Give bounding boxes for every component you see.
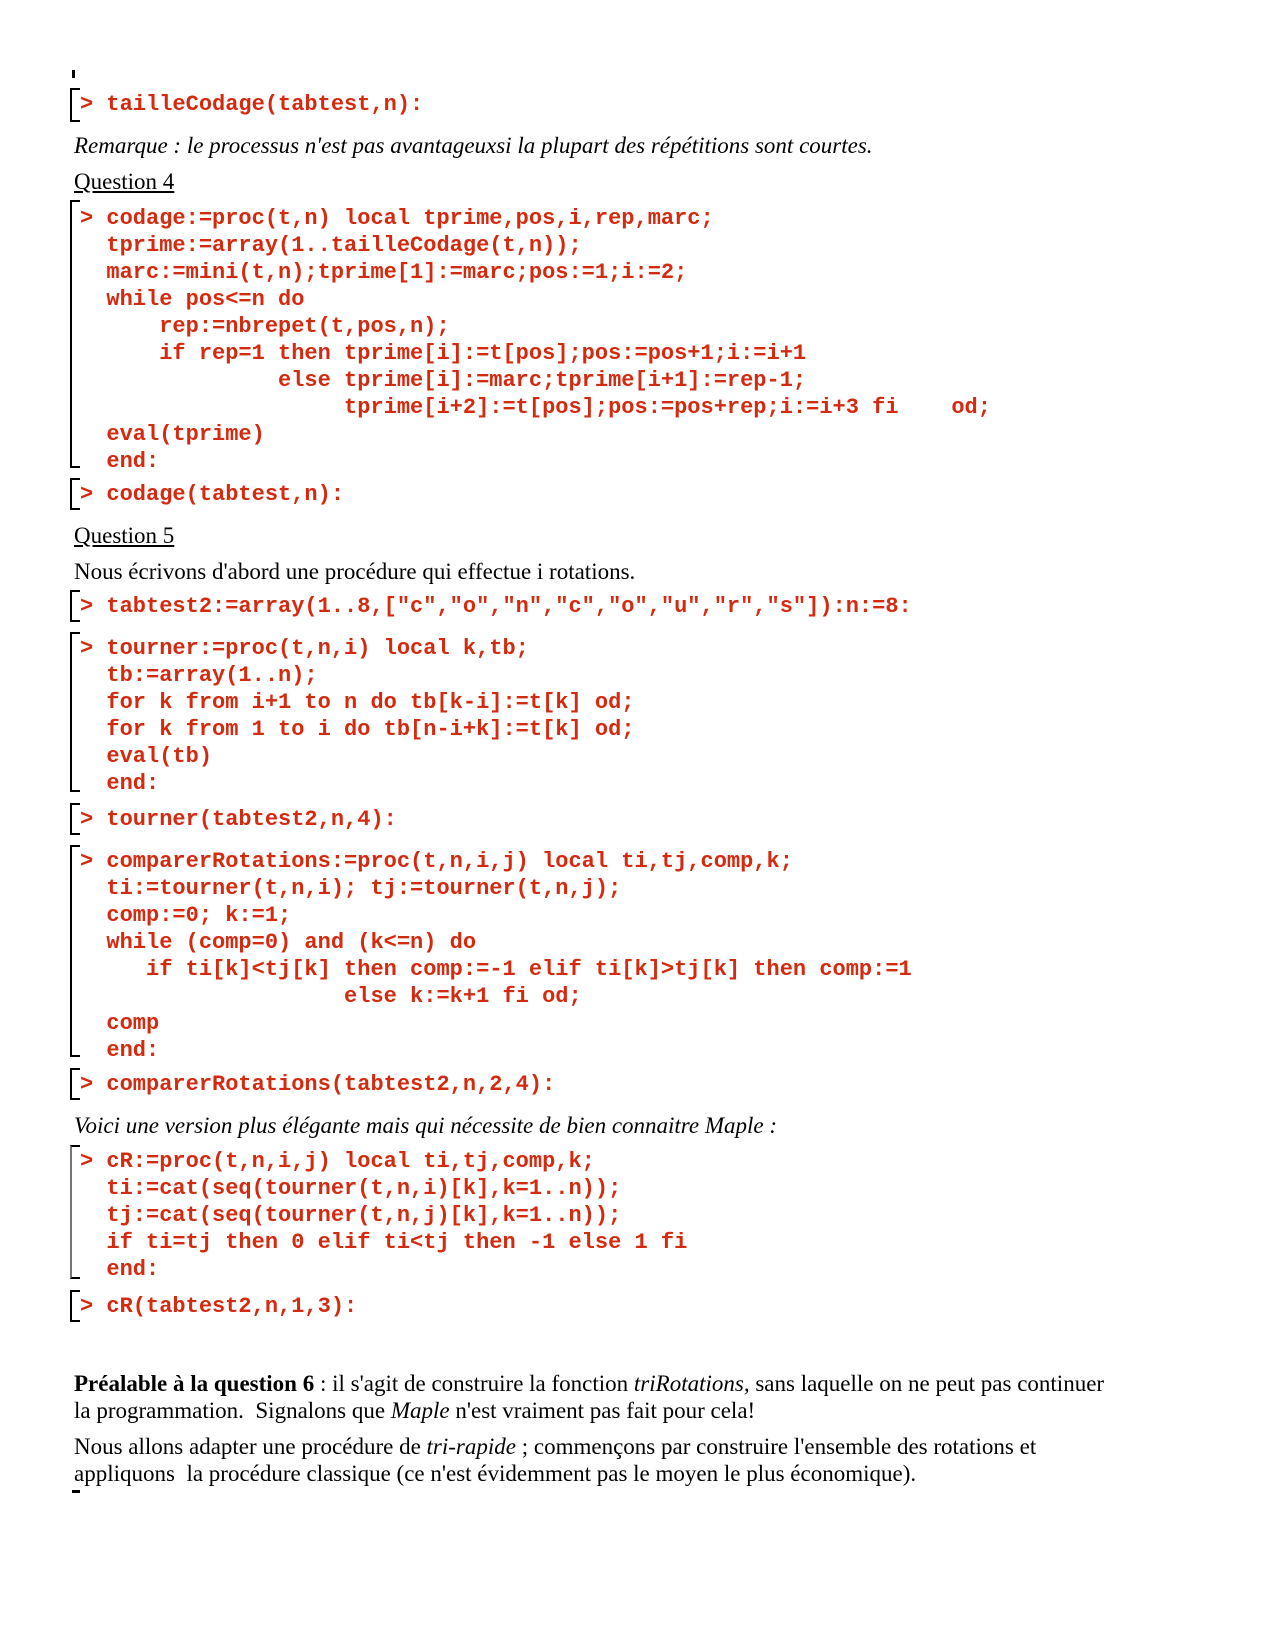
- prealable-line-1: [74, 1370, 1104, 1397]
- question-4-heading: Question 4: [74, 169, 175, 194]
- execution-group-bracket: [70, 632, 80, 792]
- maple-code-taillecodage-call[interactable]: > tailleCodage(tabtest,n):: [80, 92, 424, 117]
- page-bottom-marker: [72, 1490, 80, 1493]
- maple-code-comparerrotations-proc[interactable]: > comparerRotations:=proc(t,n,i,j) local ti,tj,comp,k; ti:=tourner(t,n,i); tj:=tourner(t,n,j); comp:=0; k:=1; while (comp=0) and (k<=n) do if ti[k]<tj[k] then comp:=-1 elif ti[k]>tj[k] then comp:=1 else k:=k+1 fi od; comp end:: [80, 849, 912, 1063]
- execution-group-bracket: [70, 1068, 80, 1100]
- prealable-text-b: sans laquelle on ne peut pas continuer: [749, 1371, 1105, 1396]
- execution-group-bracket: [70, 803, 80, 835]
- voici-text: Voici une version plus élégante mais qui nécessite de bien connaitre Maple :: [74, 1113, 778, 1138]
- execution-group-bracket: [70, 88, 80, 122]
- execution-group-bracket: [70, 590, 80, 622]
- prealable-italic: triRotations,: [633, 1371, 750, 1396]
- nous-allons-b: ; commençons par construire l'ensemble des rotations et: [516, 1434, 1037, 1459]
- prealable-line2-a: la programmation. Signalons que: [74, 1398, 391, 1423]
- nous-allons-line-2: appliquons la procédure classique (ce n'est évidemment pas le moyen le plus économique).: [74, 1461, 917, 1486]
- execution-group-bracket: [70, 1145, 80, 1279]
- nous-allons-a: Nous allons adapter une procédure de: [74, 1434, 427, 1459]
- nous-allons-italic: tri-rapide: [426, 1434, 516, 1459]
- execution-group-bracket: [70, 478, 80, 510]
- maple-code-tourner-call[interactable]: > tourner(tabtest2,n,4):: [80, 807, 397, 832]
- maple-code-codage-call[interactable]: > codage(tabtest,n):: [80, 482, 345, 507]
- maple-code-comparerrotations-call[interactable]: > comparerRotations(tabtest2,n,2,4):: [80, 1072, 556, 1097]
- page-top-marker: [72, 70, 75, 78]
- execution-group-bracket: [70, 1290, 80, 1322]
- prealable-line-2: [74, 1397, 755, 1424]
- maple-code-cr-proc[interactable]: > cR:=proc(t,n,i,j) local ti,tj,comp,k; ti:=cat(seq(tourner(t,n,i)[k],k=1..n)); tj:=cat(seq(tourner(t,n,j)[k],k=1..n)); if ti=tj then 0 elif ti<tj then -1 else 1 fi end:: [80, 1149, 688, 1282]
- execution-group-bracket: [70, 845, 80, 1057]
- execution-group-bracket: [70, 200, 80, 468]
- question-5-heading: Question 5: [74, 523, 175, 548]
- prealable-line2-b: n'est vraiment pas fait pour cela!: [449, 1398, 756, 1423]
- remarque-text: Remarque : le processus n'est pas avantageuxsi la plupart des répétitions sont courtes.: [74, 133, 873, 158]
- nous-ecrivons-text: Nous écrivons d'abord une procédure qui effectue i rotations.: [74, 559, 636, 584]
- prealable-bold: Préalable à la question 6: [74, 1371, 315, 1396]
- maple-code-tabtest2[interactable]: > tabtest2:=array(1..8,["c","o","n","c","o","u","r","s"]):n:=8:: [80, 594, 912, 619]
- prealable-text-a: : il s'agit de construire la fonction: [314, 1371, 634, 1396]
- maple-code-tourner-proc[interactable]: > tourner:=proc(t,n,i) local k,tb; tb:=array(1..n); for k from i+1 to n do tb[k-i]:=t[k] od; for k from 1 to i do tb[n-i+k]:=t[k] od; eval(tb) end:: [80, 636, 635, 796]
- maple-code-codage-proc[interactable]: > codage:=proc(t,n) local tprime,pos,i,rep,marc; tprime:=array(1..tailleCodage(t,n)); marc:=mini(t,n);tprime[1]:=marc;pos:=1;i:=2; while pos<=n do rep:=nbrepet(t,pos,n); if rep=1 then tprime[i]:=t[pos];pos:=pos+1;i:=i+1 else tprime[i]:=marc;tprime[i+1]:=rep-1; tprime[i+2]:=t[pos];pos:=pos+rep;i:=i+3 fi od; eval(tprime) end:: [80, 206, 991, 474]
- prealable-line2-italic: Maple: [390, 1398, 450, 1423]
- maple-code-cr-call[interactable]: > cR(tabtest2,n,1,3):: [80, 1294, 358, 1319]
- nous-allons-line-1: [74, 1433, 1036, 1460]
